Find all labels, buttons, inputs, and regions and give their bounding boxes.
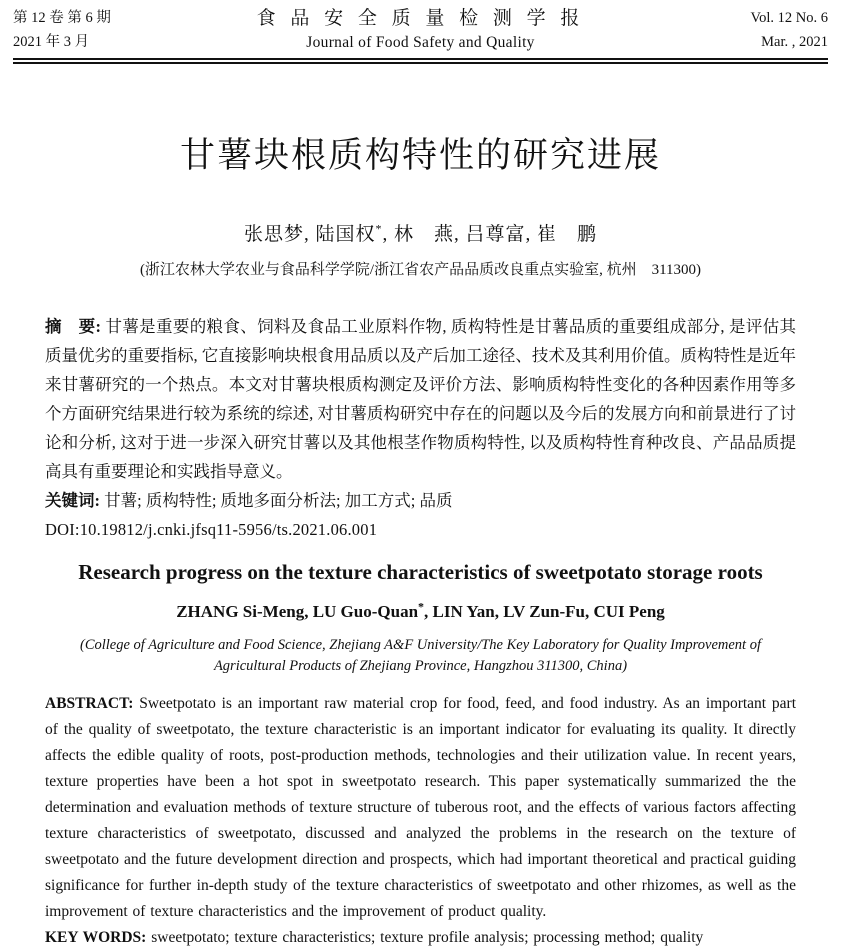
abstract-en-label: ABSTRACT:: [45, 695, 134, 712]
volume-issue-zh: 第 12 卷 第 6 期: [13, 10, 111, 26]
affiliation-en-line1: (College of Agriculture and Food Science, Zhejiang A&F University/The Key Laboratory for Quality Improvement of: [80, 637, 761, 653]
authors-en-post: , LIN Yan, LV Zun-Fu, CUI Peng: [424, 602, 665, 621]
affiliation-en-line2: Agricultural Products of Zhejiang Province, Hangzhou 311300, China): [213, 658, 628, 674]
issue-info-left: [13, 6, 233, 54]
keywords-zh-text: 甘薯; 质构特性; 质地多面分析法; 加工方式; 品质: [104, 491, 453, 510]
volume-issue-en: Vol. 12 No. 6: [750, 10, 828, 26]
keywords-en: [45, 925, 796, 948]
article-title-zh: 甘薯块根质构特性的研究进展: [179, 136, 661, 175]
authors-zh: [0, 222, 841, 248]
keywords-en-text: sweetpotato; texture characteristics; texture profile analysis; processing method; quality: [151, 929, 704, 946]
affiliation-en: [45, 635, 796, 677]
date-zh: 2021 年 3 月: [13, 34, 90, 50]
abstract-zh-text: 甘薯是重要的粮食、饲料及食品工业原料作物, 质构特性是甘薯品质的重要组成部分, 是评估其质量优劣的重要指标, 它直接影响块根食用品质以及产后加工途径、技术及其利用价值。质构特性是近年来甘薯研究的一个热点。本文对甘薯块根质构测定及评价方法、影响质构特性变化的各种因素作用等多个方面研究结果进行较为系统的综述, 对甘薯质构研究中存在的问题以及今后的发展方向和前景进行了讨论和分析, 这对于进一步深入研究甘薯以及其他根茎作物质构特性, 以及质构特性育种改良、产品品质提高具有重要理论和实践指导意义。: [45, 317, 797, 481]
date-en: Mar. , 2021: [761, 34, 828, 50]
journal-name-zh: 食 品 安 全 质 量 检 测 学 报: [256, 8, 585, 29]
abstract-en: [45, 691, 796, 925]
affiliation-zh: (浙江农林大学农业与食品科学学院/浙江省农产品品质改良重点实验室, 杭州 311300): [139, 262, 702, 278]
authors-en: [45, 600, 796, 624]
abstract-zh-label: 摘 要:: [45, 317, 102, 336]
article-title-en: Research progress on the texture characteristics of sweetpotato storage roots: [78, 560, 763, 584]
journal-name-en: Journal of Food Safety and Quality: [306, 34, 535, 51]
running-head: [0, 0, 841, 54]
keywords-zh-label: 关键词:: [45, 491, 100, 510]
authors-en-pre: ZHANG Si-Meng, LU Guo-Quan: [176, 602, 419, 621]
header-divider: [13, 58, 828, 64]
doi: DOI:10.19812/j.cnki.jfsq11-5956/ts.2021.06.001: [45, 520, 378, 539]
keywords-zh: [45, 486, 796, 515]
divider-bottom-line: [13, 62, 828, 64]
abstract-zh: [45, 312, 796, 486]
corresponding-author-asterisk-en: *: [418, 599, 425, 614]
article-body: [45, 312, 796, 948]
authors-zh-post: , 林 燕, 吕尊富, 崔 鹏: [382, 224, 598, 245]
abstract-en-text: Sweetpotato is an important raw material crop for food, feed, and food industry. As an important part of the quality of sweetpotato, the texture characteristic is an important indicator for evaluating its quality. It directly affects the edible quality of roots, post-production methods, technologies and their utilization value. In recent years, texture properties have been a hot spot in sweetpotato research. This paper systematically summarized the the determination and evaluation methods of texture structure of tuberous root, and the effects of various factors affecting texture characteristics of sweetpotato, discussed and analyzed the problems in the research on the texture of sweetpotato and the future development direction and prospects, which had important theoretical and practical guiding significance for further in-depth study of the texture characteristics of sweetpotato and other rhizomes, as well as the improvement of texture characteristics and the improvement of product quality.: [45, 695, 796, 920]
issue-info-right: [608, 6, 828, 54]
authors-zh-pre: 张思梦, 陆国权: [243, 224, 376, 245]
keywords-en-label: KEY WORDS:: [45, 929, 147, 946]
corresponding-author-asterisk: *: [375, 221, 383, 236]
journal-name-block: [233, 6, 608, 54]
